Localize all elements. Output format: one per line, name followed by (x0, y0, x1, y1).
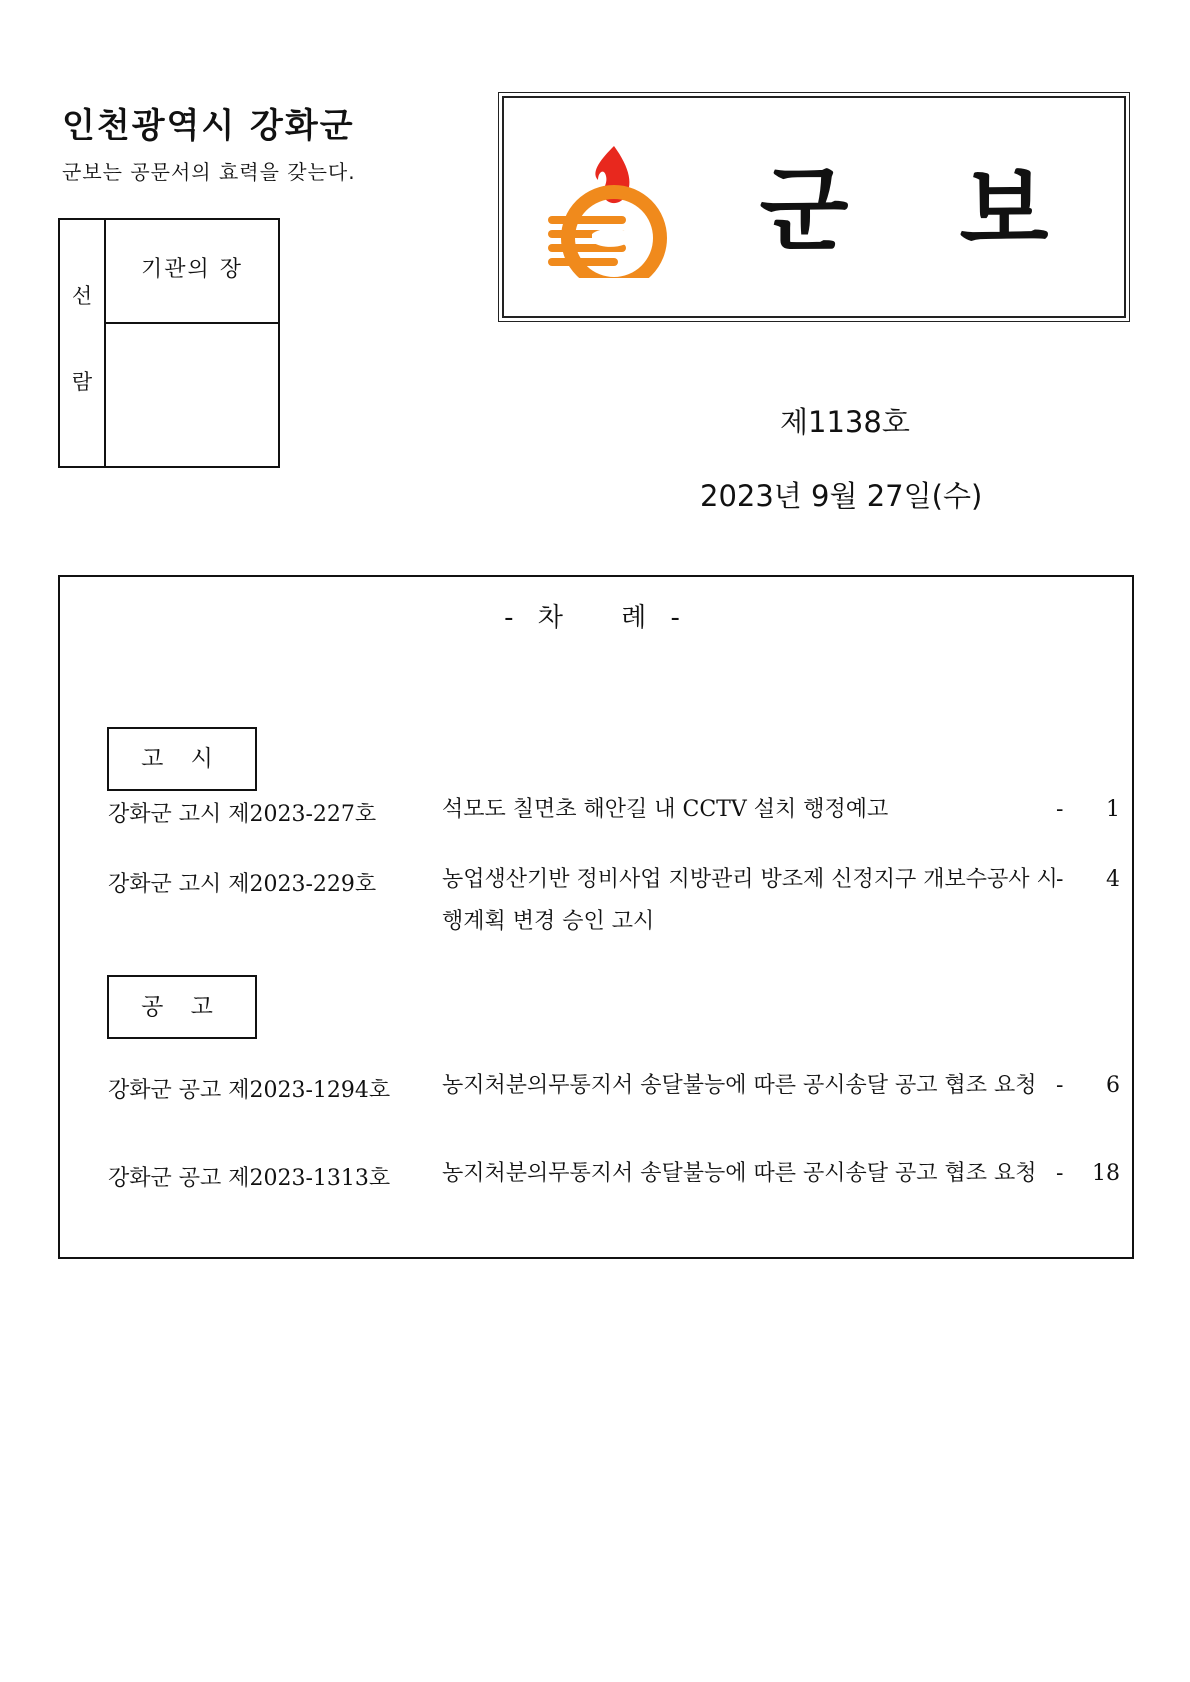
toc-item-number[interactable]: 강화군 공고 제2023-1313호 (108, 1166, 391, 1191)
toc-item-dash: - (1056, 867, 1064, 892)
toc-item-dash: - (1056, 797, 1064, 822)
toc-item-title[interactable]: 농업생산기반 정비사업 지방관리 방조제 신정지구 개보수공사 시행계획 변경 승인 고시 (442, 867, 1058, 934)
masthead-title-char: 보 (959, 157, 1049, 264)
toc-item-dash: - (1056, 1073, 1064, 1098)
toc-title: - 차 례 - (504, 603, 688, 633)
toc-item-title[interactable]: 석모도 칠면초 해안길 내 CCTV 설치 행정예고 (442, 797, 889, 822)
issue-number: 제1138호 (780, 405, 910, 439)
issue-date: 2023년 9월 27일(수) (700, 479, 983, 513)
gangwha-county-emblem-icon (542, 138, 672, 278)
table-of-contents (58, 575, 1134, 1259)
approval-side-column (60, 220, 106, 466)
approval-side-label: 선 (71, 284, 93, 308)
toc-item-number[interactable]: 강화군 고시 제2023-229호 (108, 872, 377, 897)
approval-box (58, 218, 280, 468)
document-subtitle: 군보는 공문서의 효력을 갖는다. (62, 160, 356, 184)
organization-name: 인천광역시 강화군 (62, 106, 355, 146)
toc-item-dash: - (1056, 1161, 1064, 1186)
toc-item-page[interactable]: 1 (1106, 797, 1120, 822)
masthead (498, 92, 1130, 322)
masthead-title (704, 138, 1104, 268)
masthead-title-char: 군 (759, 157, 849, 264)
approval-head-label: 기관의 장 (106, 220, 278, 324)
toc-item-number[interactable]: 강화군 공고 제2023-1294호 (108, 1078, 391, 1103)
toc-item-page[interactable]: 4 (1106, 867, 1120, 892)
toc-item-page[interactable]: 6 (1106, 1073, 1120, 1098)
section-label-notice: 고 시 (107, 727, 257, 791)
section-label-announcement: 공 고 (107, 975, 257, 1039)
toc-item-title[interactable]: 농지처분의무통지서 송달불능에 따른 공시송달 공고 협조 요청 (442, 1073, 1037, 1098)
toc-item-title[interactable]: 농지처분의무통지서 송달불능에 따른 공시송달 공고 협조 요청 (442, 1161, 1037, 1186)
toc-item-number[interactable]: 강화군 고시 제2023-227호 (108, 802, 377, 827)
approval-side-label: 람 (71, 370, 93, 394)
toc-item-page[interactable]: 18 (1092, 1161, 1120, 1186)
